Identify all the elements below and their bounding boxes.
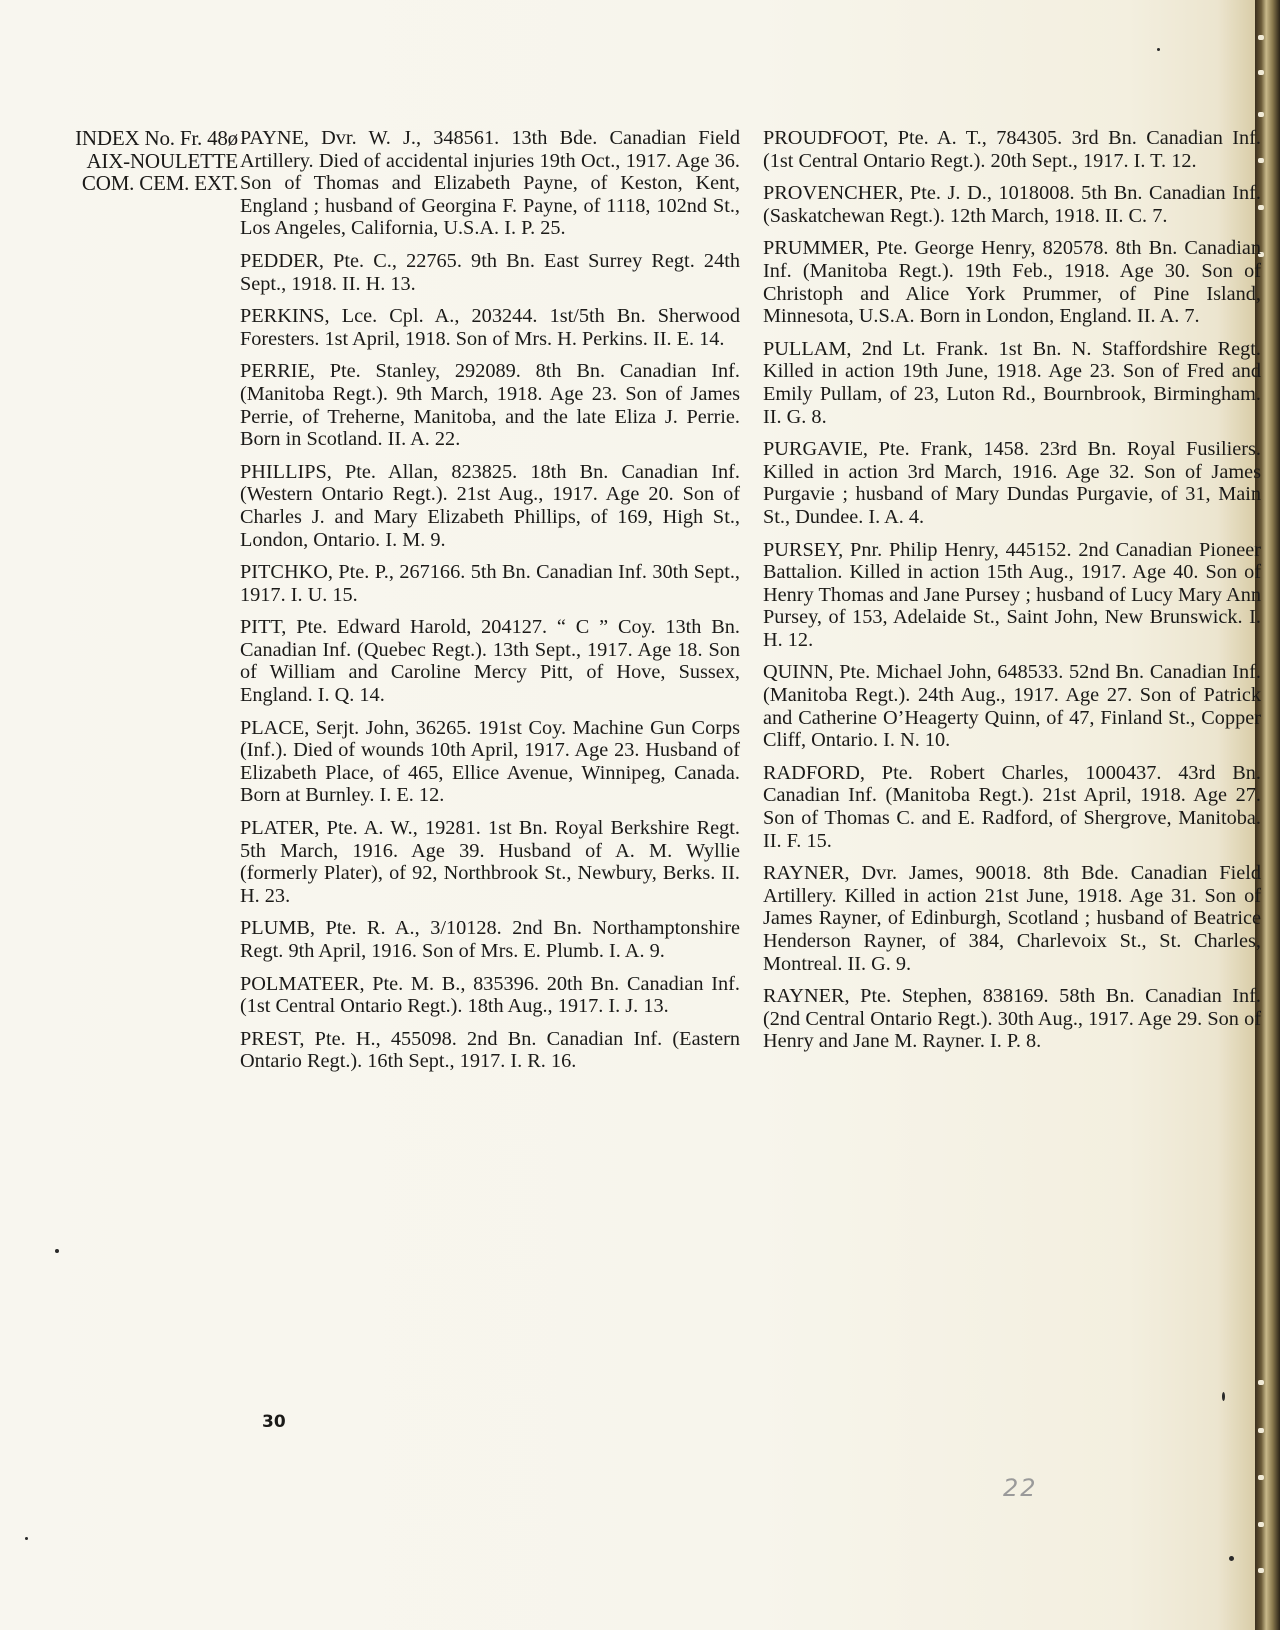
casualty-entry: PROVENCHER, Pte. J. D., 1018008. 5th Bn. Canadian Inf. (Saskatchewan Regt.). 12th March, 1918. II. C. 7. — [763, 182, 1261, 227]
paper-speck — [55, 1249, 59, 1253]
casualty-entry: PLATER, Pte. A. W., 19281. 1st Bn. Royal Berkshire Regt. 5th March, 1916. Age 39. Husband of A. M. Wyllie (formerly Plater), of 92, Northbrook St., Newbury, Berks. II. H. 23. — [240, 817, 740, 907]
casualty-entry: PURSEY, Pnr. Philip Henry, 445152. 2nd Canadian Pioneer Battalion. Killed in action 15th Aug., 1917. Age 40. Son of Henry Thomas and Jane Pursey ; husband of Lucy Mary Ann Pursey, of 153, Adelaide St., Saint John, New Brunswick. I. H. 12. — [763, 538, 1261, 651]
casualty-entry: PEDDER, Pte. C., 22765. 9th Bn. East Surrey Regt. 24th Sept., 1918. II. H. 13. — [240, 249, 740, 295]
binding-stitch — [1258, 1522, 1264, 1527]
casualty-entry: PERKINS, Lce. Cpl. A., 203244. 1st/5th Bn. Sherwood Foresters. 1st April, 1918. Son of Mrs. H. Perkins. II. E. 14. — [240, 305, 740, 350]
binding-stitch — [1258, 1475, 1264, 1480]
casualty-entry: PHILLIPS, Pte. Allan, 823825. 18th Bn. Canadian Inf. (Western Ontario Regt.). 21st Aug., 1917. Age 20. Son of Charles J. and Mary Elizabeth Phillips, of 169, High St., London, Ontario. I. M. 9. — [240, 460, 740, 551]
casualty-entry: PERRIE, Pte. Stanley, 292089. 8th Bn. Canadian Inf. (Manitoba Regt.). 9th March, 1918. Age 23. Son of James Perrie, of Treherne, Manitoba, and the late Eliza J. Perrie. Born in Scotland. II. A. 22. — [240, 360, 740, 451]
casualty-entry: PURGAVIE, Pte. Frank, 1458. 23rd Bn. Royal Fusiliers. Killed in action 3rd March, 1916. Age 32. Son of James Purgavie ; husband of Mary Dundas Purgavie, of 31, Main St., Dundee. I. A. 4. — [763, 438, 1261, 528]
casualty-entry: PRUMMER, Pte. George Henry, 820578. 8th Bn. Canadian Inf. (Manitoba Regt.). 19th Feb., 1918. Age 30. Son of Christoph and Alice York Prummer, of Pine Island, Minnesota, U.S.A. Born in London, England. II. A. 7. — [763, 237, 1261, 328]
left-column — [240, 127, 740, 1083]
binding-stitch — [1258, 1380, 1264, 1385]
binding-stitch — [1258, 1568, 1264, 1573]
paper-speck — [1229, 1556, 1234, 1561]
right-column — [763, 127, 1261, 1063]
cemetery-index-label — [20, 127, 238, 195]
paper-speck — [25, 1537, 28, 1540]
binding-stitch — [1258, 1428, 1264, 1433]
casualty-entry: PAYNE, Dvr. W. J., 348561. 13th Bde. Canadian Field Artillery. Died of accidental injuries 19th Oct., 1917. Age 36. Son of Thomas and Elizabeth Payne, of Keston, Kent, England ; husband of Georgina F. Payne, of 1118, 102nd St., Los Angeles, California, U.S.A. I. P. 25. — [240, 127, 740, 240]
binding-stitch — [1258, 70, 1264, 75]
page-number: 30 — [262, 1412, 286, 1432]
casualty-entry: PLUMB, Pte. R. A., 3/10128. 2nd Bn. Northamptonshire Regt. 9th April, 1916. Son of Mrs. E. Plumb. I. A. 9. — [240, 917, 740, 962]
paper-speck — [1157, 48, 1160, 51]
cemetery-type: COM. CEM. EXT. — [81, 171, 238, 196]
casualty-entry: RAYNER, Dvr. James, 90018. 8th Bde. Canadian Field Artillery. Killed in action 21st June, 1918. Age 31. Son of James Rayner, of Edinburgh, Scotland ; husband of Beatrice Henderson Rayner, of 384, Charlevoix St., St. Charles, Montreal. II. G. 9. — [763, 862, 1261, 975]
casualty-entry: PREST, Pte. H., 455098. 2nd Bn. Canadian Inf. (Eastern Ontario Regt.). 16th Sept., 1917. I. R. 16. — [240, 1027, 740, 1073]
casualty-entry: PULLAM, 2nd Lt. Frank. 1st Bn. N. Staffordshire Regt. Killed in action 19th June, 1918. Age 23. Son of Fred and Emily Pullam, of 23, Luton Rd., Bournbrook, Birmingham. II. G. 8. — [763, 337, 1261, 428]
casualty-entry: RAYNER, Pte. Stephen, 838169. 58th Bn. Canadian Inf. (2nd Central Ontario Regt.). 30th Aug., 1917. Age 29. Son of Henry and Jane M. Rayner. I. P. 8. — [763, 985, 1261, 1053]
casualty-entry: POLMATEER, Pte. M. B., 835396. 20th Bn. Canadian Inf. (1st Central Ontario Regt.). 18th Aug., 1917. I. J. 13. — [240, 972, 740, 1018]
paper-speck — [1222, 1392, 1225, 1401]
casualty-entry: RADFORD, Pte. Robert Charles, 1000437. 43rd Bn. Canadian Inf. (Manitoba Regt.). 21st April, 1918. Age 27. Son of Thomas C. and E. Radford, of Shergrove, Manitoba. II. F. 15. — [763, 761, 1261, 852]
casualty-entry: QUINN, Pte. Michael John, 648533. 52nd Bn. Canadian Inf. (Manitoba Regt.). 24th Aug., 1917. Age 27. Son of Patrick and Catherine O’Heagerty Quinn, of 47, Finland St., Copper Cliff, Ontario. I. N. 10. — [763, 661, 1261, 752]
casualty-entry: PITCHKO, Pte. P., 267166. 5th Bn. Canadian Inf. 30th Sept., 1917. I. U. 15. — [240, 561, 740, 606]
cemetery-name: AIX-NOULETTE — [86, 148, 238, 173]
casualty-entry: PITT, Pte. Edward Harold, 204127. “ C ” Coy. 13th Bn. Canadian Inf. (Quebec Regt.). 13th Sept., 1917. Age 18. Son of William and Caroline Mercy Pitt, of Hove, Sussex, England. I. Q. 14. — [240, 616, 740, 707]
index-number: INDEX No. Fr. 48ø — [75, 126, 238, 150]
casualty-entry: PROUDFOOT, Pte. A. T., 784305. 3rd Bn. Canadian Inf. (1st Central Ontario Regt.). 20th Sept., 1917. I. T. 12. — [763, 127, 1261, 172]
binding-stitch — [1258, 112, 1264, 117]
binding-stitch — [1258, 35, 1264, 40]
casualty-entry: PLACE, Serjt. John, 36265. 191st Coy. Machine Gun Corps (Inf.). Died of wounds 10th April, 1917. Age 23. Husband of Elizabeth Place, of 465, Ellice Avenue, Winnipeg, Canada. Born at Burnley. I. E. 12. — [240, 716, 740, 807]
pencil-annotation: 22 — [1003, 1474, 1038, 1502]
